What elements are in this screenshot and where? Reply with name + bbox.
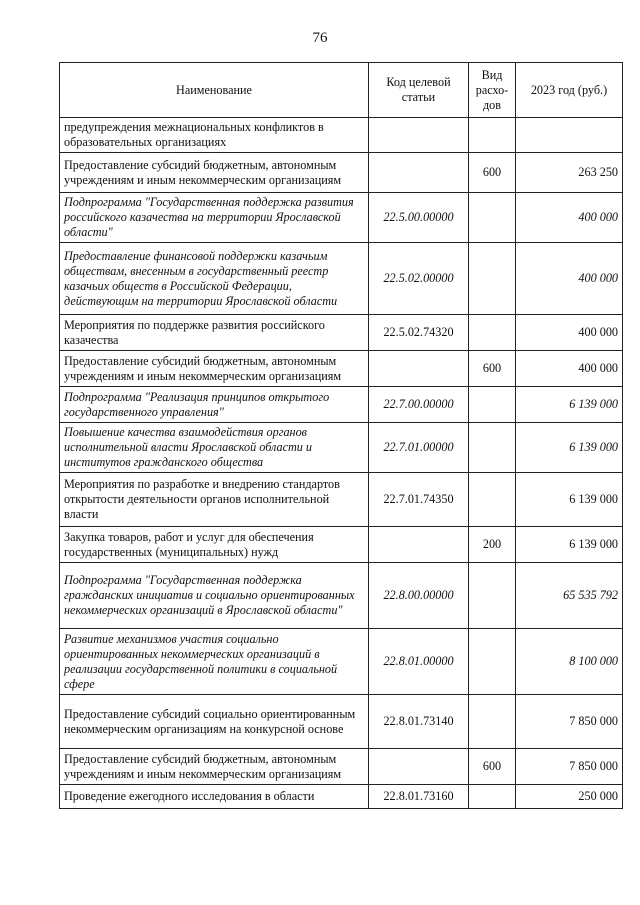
row-kind-cell: [469, 243, 516, 315]
table-row: [60, 695, 623, 749]
row-name-cell: Предоставление финансовой поддержки казачьим обществам, внесенным в государственный реестр казачьих обществ в Российской Федерации, действующим на территории Ярославской области: [60, 243, 369, 315]
row-amount-cell: 8 100 000: [516, 629, 623, 695]
header-code: Код целевой статьи: [369, 63, 469, 118]
table-body: [60, 118, 623, 809]
row-name-cell: предупреждения межнациональных конфликтов в образовательных организациях: [60, 118, 369, 153]
row-amount-cell: 400 000: [516, 193, 623, 243]
row-amount-cell: 65 535 792: [516, 563, 623, 629]
row-name-cell: Повышение качества взаимодействия органов исполнительной власти Ярославской области и институтов гражданского общества: [60, 423, 369, 473]
row-code-cell: [369, 749, 469, 785]
row-name-cell: Мероприятия по разработке и внедрению стандартов открытости деятельности органов исполнительной власти: [60, 473, 369, 527]
table-row: [60, 243, 623, 315]
row-code-cell: [369, 118, 469, 153]
row-name-cell: Мероприятия по поддержке развития российского казачества: [60, 315, 369, 351]
table-row: [60, 153, 623, 193]
row-name-cell: Закупка товаров, работ и услуг для обеспечения государственных (муниципальных) нужд: [60, 527, 369, 563]
row-code-cell: [369, 153, 469, 193]
row-kind-cell: 600: [469, 749, 516, 785]
row-amount-cell: 6 139 000: [516, 527, 623, 563]
row-amount-cell: 263 250: [516, 153, 623, 193]
row-kind-cell: [469, 387, 516, 423]
row-name-cell: Проведение ежегодного исследования в области: [60, 785, 369, 809]
row-amount-cell: 400 000: [516, 351, 623, 387]
row-code-cell: 22.8.01.73160: [369, 785, 469, 809]
row-amount-cell: 400 000: [516, 315, 623, 351]
row-name-cell: Предоставление субсидий бюджетным, автономным учреждениям и иным некоммерческим организациям: [60, 153, 369, 193]
row-amount-cell: [516, 118, 623, 153]
row-code-cell: [369, 351, 469, 387]
table-row: [60, 118, 623, 153]
table-row: [60, 749, 623, 785]
row-amount-cell: 6 139 000: [516, 473, 623, 527]
row-kind-cell: [469, 315, 516, 351]
table-row: [60, 527, 623, 563]
header-kind: Вид расхо-дов: [469, 63, 516, 118]
row-amount-cell: 400 000: [516, 243, 623, 315]
row-kind-cell: [469, 785, 516, 809]
row-kind-cell: [469, 423, 516, 473]
row-kind-cell: [469, 118, 516, 153]
table-row: [60, 629, 623, 695]
row-kind-cell: [469, 563, 516, 629]
row-name-cell: Подпрограмма "Государственная поддержка гражданских инициатив и социально ориентированных некоммерческих организаций в Ярославской области": [60, 563, 369, 629]
row-code-cell: 22.7.01.00000: [369, 423, 469, 473]
row-code-cell: 22.5.02.74320: [369, 315, 469, 351]
row-name-cell: Предоставление субсидий бюджетным, автономным учреждениям и иным некоммерческим организациям: [60, 351, 369, 387]
header-amount: 2023 год (руб.): [516, 63, 623, 118]
row-code-cell: 22.5.02.00000: [369, 243, 469, 315]
table-row: [60, 473, 623, 527]
table-row: [60, 193, 623, 243]
header-name: Наименование: [60, 63, 369, 118]
table-row: [60, 785, 623, 809]
row-amount-cell: 250 000: [516, 785, 623, 809]
row-kind-cell: [469, 473, 516, 527]
row-amount-cell: 7 850 000: [516, 695, 623, 749]
table-row: [60, 563, 623, 629]
row-code-cell: 22.7.00.00000: [369, 387, 469, 423]
row-code-cell: 22.7.01.74350: [369, 473, 469, 527]
row-kind-cell: 600: [469, 351, 516, 387]
row-name-cell: Предоставление субсидий бюджетным, автономным учреждениям и иным некоммерческим организациям: [60, 749, 369, 785]
row-name-cell: Подпрограмма "Реализация принципов открытого государственного управления": [60, 387, 369, 423]
table-row: [60, 351, 623, 387]
row-code-cell: 22.8.01.00000: [369, 629, 469, 695]
row-amount-cell: 6 139 000: [516, 423, 623, 473]
row-code-cell: [369, 527, 469, 563]
row-kind-cell: [469, 629, 516, 695]
row-amount-cell: 7 850 000: [516, 749, 623, 785]
row-name-cell: Развитие механизмов участия социально ориентированных некоммерческих организаций в реализации государственной политики в социальной сфере: [60, 629, 369, 695]
table-row: [60, 423, 623, 473]
table-row: [60, 387, 623, 423]
row-amount-cell: 6 139 000: [516, 387, 623, 423]
row-name-cell: Подпрограмма "Государственная поддержка развития российского казачества на территории Ярославской области": [60, 193, 369, 243]
table-row: [60, 315, 623, 351]
row-kind-cell: [469, 695, 516, 749]
page-number: 76: [312, 30, 328, 46]
row-code-cell: 22.8.00.00000: [369, 563, 469, 629]
row-kind-cell: [469, 193, 516, 243]
row-kind-cell: 200: [469, 527, 516, 563]
row-kind-cell: 600: [469, 153, 516, 193]
row-name-cell: Предоставление субсидий социально ориентированным некоммерческим организациям на конкурсной основе: [60, 695, 369, 749]
table-header-row: [60, 63, 623, 118]
row-code-cell: 22.5.00.00000: [369, 193, 469, 243]
row-code-cell: 22.8.01.73140: [369, 695, 469, 749]
budget-table: [59, 62, 623, 809]
